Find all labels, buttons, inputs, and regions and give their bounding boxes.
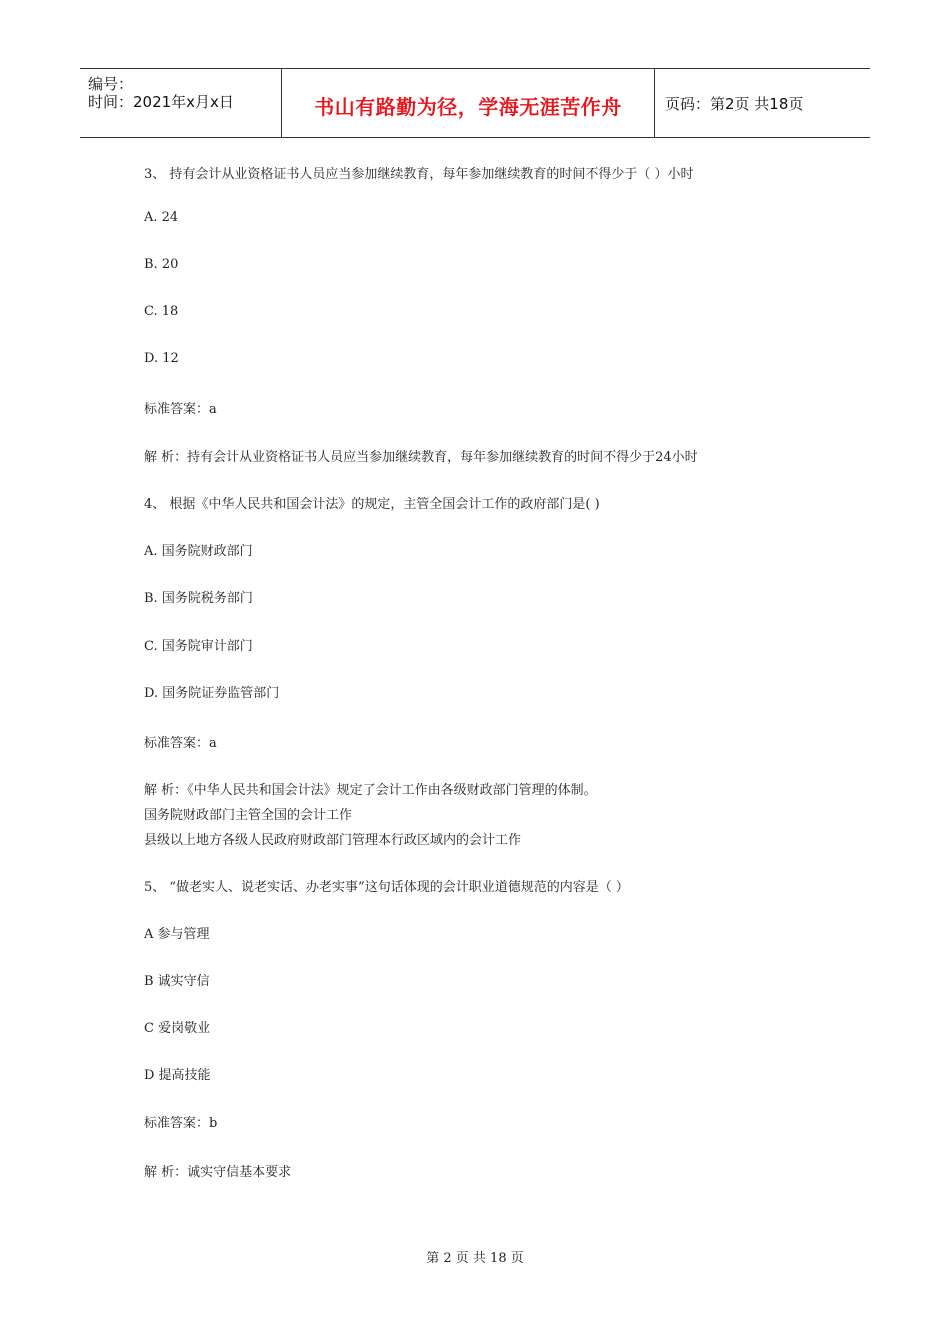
question-5-stem: 5、 “做老实人、说老实话、办老实事”这句话体现的会计职业道德规范的内容是（ ） — [144, 880, 629, 895]
question-5-option-d: D 提高技能 — [144, 1068, 211, 1083]
page-header — [80, 68, 870, 138]
question-5-option-b: B 诚实守信 — [144, 974, 210, 989]
question-4-analysis-line-3: 县级以上地方各级人民政府财政部门管理本行政区域内的会计工作 — [144, 833, 522, 848]
header-meta-cell — [80, 69, 282, 137]
question-3-analysis: 解 析：持有会计从业资格证书人员应当参加继续教育，每年参加继续教育的时间不得少于24小时 — [144, 450, 698, 465]
question-4-analysis: 解 析：《中华人民共和国会计法》规定了会计工作由各级财政部门管理的体制。 — [144, 783, 597, 798]
question-5-answer: 标准答案：b — [144, 1116, 218, 1131]
header-motto-cell — [282, 69, 655, 137]
question-3-option-a: A. 24 — [144, 210, 179, 225]
question-5-option-a: A 参与管理 — [144, 927, 210, 942]
question-5-option-c: C 爱岗敬业 — [144, 1021, 211, 1036]
header-page-number: 页码：第2页 共18页 — [665, 95, 804, 113]
question-3-option-c: C. 18 — [144, 304, 179, 319]
question-5-analysis: 解 析：诚实守信基本要求 — [144, 1165, 292, 1180]
question-3-stem: 3、 持有会计从业资格证书人员应当参加继续教育，每年参加继续教育的时间不得少于（ ）小时 — [144, 167, 694, 182]
question-3-option-d: D. 12 — [144, 351, 179, 366]
question-4-option-a: A. 国务院财政部门 — [144, 544, 253, 559]
question-3-answer: 标准答案：a — [144, 402, 217, 417]
question-4-stem: 4、 根据《中华人民共和国会计法》的规定，主管全国会计工作的政府部门是( ) — [144, 497, 600, 512]
header-motto: 书山有路勤为径，学海无涯苦作舟 — [314, 95, 622, 119]
document-date-label: 时间：2021年x月x日 — [88, 93, 234, 111]
question-4-option-b: B. 国务院税务部门 — [144, 591, 253, 606]
question-4-option-c: C. 国务院审计部门 — [144, 639, 253, 654]
question-4-option-d: D. 国务院证券监管部门 — [144, 686, 280, 701]
header-page-cell — [655, 69, 870, 137]
document-number-label: 编号： — [88, 75, 134, 93]
question-4-analysis-line-2: 国务院财政部门主管全国的会计工作 — [144, 808, 353, 823]
question-3-option-b: B. 20 — [144, 257, 179, 272]
page-footer: 第 2 页 共 18 页 — [426, 1251, 524, 1266]
question-4-answer: 标准答案：a — [144, 736, 217, 751]
